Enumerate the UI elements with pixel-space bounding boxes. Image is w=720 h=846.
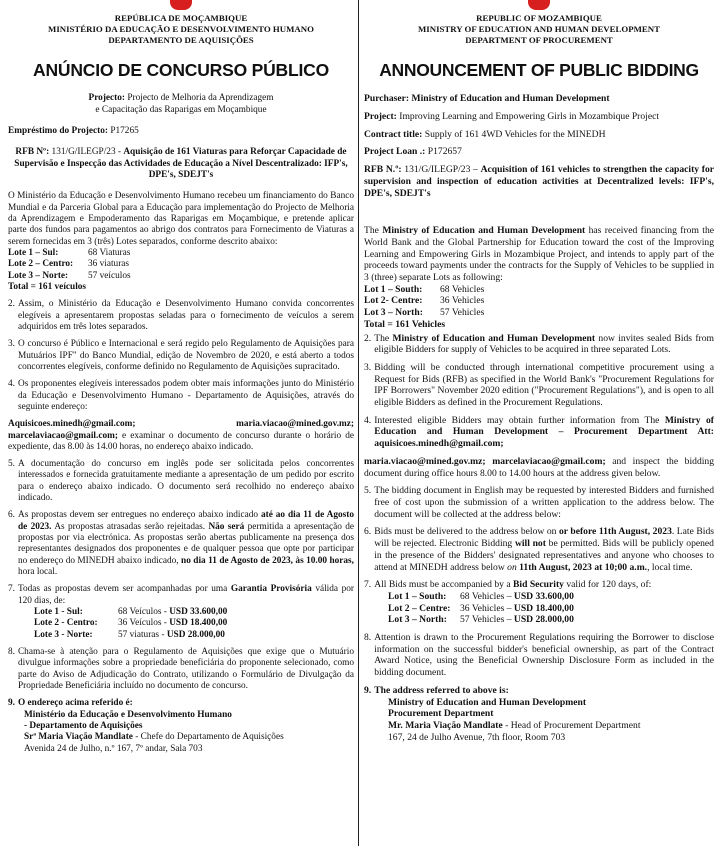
project-name-cont: e Capacitação das Raparigas em Moçambique [95, 104, 267, 115]
header-line: DEPARTAMENTO DE AQUISIÇÕES [108, 34, 254, 45]
email-link[interactable]: marcelaviacao@gmail.com; [8, 430, 118, 441]
guarantee-list [364, 591, 714, 626]
header-line: REPUBLIC OF MOZAMBIQUE [476, 13, 602, 23]
list-item: Lot 2 – Centre: 36 Vehicles – USD 18.400,00 [388, 602, 574, 614]
clause-2: 2. Assim, o Ministério da Educação e Desenvolvimento Humano convida concorrentes elegíveis a apresentarem propostas seladas para o fornecimento de veículos a serem adquiridos em três lotes separados. [8, 299, 354, 332]
project-label: Projecto: [88, 93, 126, 104]
lots-total: Total = 161 veículos [8, 281, 87, 292]
project-line: Project: Improving Learning and Empowering Girls in Mozambique Project [364, 111, 660, 122]
lots-list [364, 284, 714, 331]
list-item: Lot 3 – North: 57 Vehicles – USD 28.000,00 [388, 614, 574, 626]
list-item: Lote 2 - Centro: 36 Veículos - USD 18.400,00 [34, 618, 228, 629]
address-block: Ministry of Education and Human Development Procurement Department Mr. Maria Viação Mandlate - Head of Procurement Department 167, 24 de Julho Avenue, 7th floor, Room 703 [388, 696, 641, 743]
clause-7: 7. Todas as propostas devem ser acompanhadas por uma Garantia Provisória válida por 120 dias, de: [8, 584, 354, 606]
clause-5: 5. A documentação do concurso em inglês pode ser solicitada pelos concorrentes interessados e fornecida gratuitamente mediante a apresentação de um pedido por escrito para o endereço abaixo indicado. O documento será recolhido no endereço abaixo indicado. [8, 459, 354, 504]
list-item: Lote 3 – Norte: 57 veículos [8, 270, 131, 281]
clause-9: 9. O endereço acima referido é: [8, 698, 133, 709]
project-name: Projecto de Melhoria da Aprendizagem [127, 93, 274, 104]
purchaser-line: Purchaser: Ministry of Education and Human Development [364, 93, 610, 105]
header-line: REPÚBLICA DE MOÇAMBIQUE [114, 13, 248, 23]
clause-6: 6. As propostas devem ser entregues no endereço abaixo indicado até ao dia 11 de Agosto de 2023. As propostas atrasadas serão rejeitadas. Não será permitida a apresentação de propostas por via electrónica. As propostas serão abertas publicamente na presença dos representantes designados dos proponentes e de qualquer pessoa que opte por participar no endereço do MINEDH abaixo indicado, no dia 11 de Agosto de 2023, às 10.00 horas, hora local. [8, 510, 354, 578]
column-divider [358, 0, 359, 846]
loan-value: P17265 [110, 125, 139, 136]
rfb-line: RFB N.º: 131/G/ILEGP/23 – Acquisition of 161 vehicles to strengthen the capacity for supervision and inspection of education activities at Decentralized levels: IFP's, DPE's, SDEJT's [364, 164, 714, 199]
contact-emails: maria.viacao@mined.gov.mz; marcelaviacao@gmail.com; and inspect the bidding document during office hours 8.00 to 14.00 hours at the address given below. [364, 455, 714, 479]
header-line: MINISTRY OF EDUCATION AND HUMAN DEVELOPMENT [417, 23, 661, 34]
list-item: Lot 3 – North: 57 Vehicles [364, 307, 485, 319]
clause-9: 9. The address referred to above is: [364, 684, 509, 696]
lots-total: Total = 161 Vehicles [364, 318, 446, 330]
clause-6: 6. Bids must be delivered to the address below on or before 11th August, 2023. Late Bids will be rejected. Electronic Bidding will not be permitted. Bids will be publicly opened in the presence of the Bidders' designated representatives and anyone who chooses to attend at MINEDH address below on 11th August, 2023 at 10;00 a.m., local time. [364, 526, 714, 573]
clause-5: 5. The bidding document in English may be requested by interested Bidders and furnished free of cost upon the submission of a written application to the address below. The document will be collected at the address below: [364, 485, 714, 520]
clause-8: 8. Attention is drawn to the Procurement Regulations requiring the Borrower to disclose information on the successful bidder's beneficial ownership, as part of the Contract Award Notice, using the Beneficial Ownership Disclosure Form as included in the bidding document. [364, 632, 714, 679]
national-emblem-icon [528, 0, 550, 10]
lots-list [8, 248, 354, 293]
contact-emails: Aquisicoes.minedh@gmail.com; maria.viacao@mined.gov.mz; marcelaviacao@gmail.com; e examinar o documento de concurso durante o horário de expediente, das 8.00 às 14.00 horas, no endereço abaixo indicado. [8, 419, 354, 452]
list-item: Lote 3 - Norte: 57 viaturas - USD 28.000,00 [34, 629, 225, 640]
left-header [8, 13, 354, 46]
header-line: DEPARTMENT OF PROCUREMENT [465, 34, 613, 45]
list-item: Lote 2 – Centro: 36 viaturas [8, 259, 130, 270]
contract-line: Contract title: Supply of 161 4WD Vehicles for the MINEDH [364, 128, 606, 140]
loan-line: Project Loan .: P172657 [364, 146, 462, 158]
page-title: ANNOUNCEMENT OF PUBLIC BIDDING [379, 59, 699, 80]
list-item: Lote 1 - Sul: 68 Veículos - USD 33.600,00 [34, 607, 228, 618]
list-item: Lot 2- Centre: 36 Vehicles [364, 295, 485, 307]
clause-3: 3. O concurso é Público e Internacional e será regido pelo Regulamento de Aquisições para Mutuários IPF" do Banco Mundial, edição de Novembro de 2020, e está aberto a todos concorrentes elegíveis, conforme definido no Regulamento de Aquisições supracitado. [8, 339, 354, 372]
header-line: MINISTÉRIO DA EDUCAÇÃO E DESENVOLVIMENTO HUMANO [48, 23, 314, 34]
loan-label: Empréstimo do Projecto: [8, 125, 109, 136]
portuguese-notice [8, 0, 354, 846]
right-header [364, 13, 714, 46]
clause-7: 7. All Bids must be accompanied by a Bid Security valid for 120 days, of: [364, 579, 652, 591]
list-item: Lote 1 – Sul: 68 Viaturas [8, 247, 131, 258]
paragraph-1: The Ministry of Education and Human Development has received financing from the World Bank and the Global Partnership for Education toward the cost of the Improving Learning and Empowering Girls in Mozambique Project, and intends to apply part of the proceeds toward payments under the contracts for the Supply of Vehicles to be supplied in 3 (three) separate Lots as following: [364, 225, 714, 284]
english-notice [364, 0, 714, 846]
list-item: Lot 1 – South: 68 Vehicles [364, 283, 485, 295]
clause-3: 3. Bidding will be conducted through international competitive procurement using a Request for Bids (RFB) as specified in the World Bank's "Procurement Regulations for IPF Borrowers" November 2020 edition ("Procurement Regulations"), and is open to all eligible Bidders as defined in the Procurement Regulations. [364, 361, 714, 409]
guarantee-list [8, 607, 354, 641]
page-title: ANÚNCIO DE CONCURSO PÚBLICO [33, 59, 329, 80]
clause-4: 4. Os proponentes elegíveis interessados podem obter mais informações junto do Ministério da Educação e Desenvolvimento Humano - Departamento de Aquisições, através do seguinte endereço: [8, 379, 354, 412]
rfb-line: RFB Nº: 131/G/ILEGP/23 - Aquisição de 161 Viaturas para Reforçar Capacidade de Supervisão e Inspecção das Actividades de Educação a Nível Descentralizado: IFP's, DPE's, SDEJT's [14, 147, 348, 180]
clause-2: 2. The Ministry of Education and Human Development now invites sealed Bids from eligible Bidders for supply of Vehicles to be acquired in three separated Lots. [364, 332, 714, 356]
email-link[interactable]: maria.viacao@mined.gov.mz; marcelaviacao@gmail.com; [364, 455, 606, 467]
list-item: Lot 1 – South: 68 Vehicles – USD 33.600,00 [388, 590, 574, 602]
email-link[interactable]: Aquisicoes.minedh@gmail.com; [8, 419, 136, 430]
national-emblem-icon [170, 0, 192, 10]
address-block: Ministério da Educação e Desenvolvimento Humano - Departamento de Aquisições Srª Maria Viação Mandlate - Chefe do Departamento de Aquisições Avenida 24 de Julho, n.º 167, 7º andar, Sala 703 [24, 709, 284, 754]
paragraph-1: O Ministério da Educação e Desenvolvimento Humano recebeu um financiamento do Banco Mundial e da Parceria Global para a Educação para implementação do Projecto de Melhoria da Aprendizagem e Empoderamento das Raparigas em Moçambique, e pretende aplicar parte dos fundos para pagamentos ao abrigo dos contratos para Fornecimento de Viaturas a serem fornecidas em 3 (três) Lotes separados, conforme descrito abaixo: [8, 191, 354, 247]
clause-8: 8. Chama-se à atenção para o Regulamento de Aquisições que exige que o Mutuário divulgue informações sobre a propriedade beneficiária do proponente selecionado, como parte do Aviso de Adjudicação do Contrato, utilizando o Formulário de Divulgação da Propriedade Beneficiária incluído no documento de concurso. [8, 647, 354, 692]
clause-4: 4. Interested eligible Bidders may obtain further information from The Ministry of Education and Human Development – Procurement Department Att: aquisicoes.minedh@gmail.com; [364, 414, 714, 450]
email-link[interactable]: maria.viacao@mined.gov.mz; [236, 419, 354, 430]
